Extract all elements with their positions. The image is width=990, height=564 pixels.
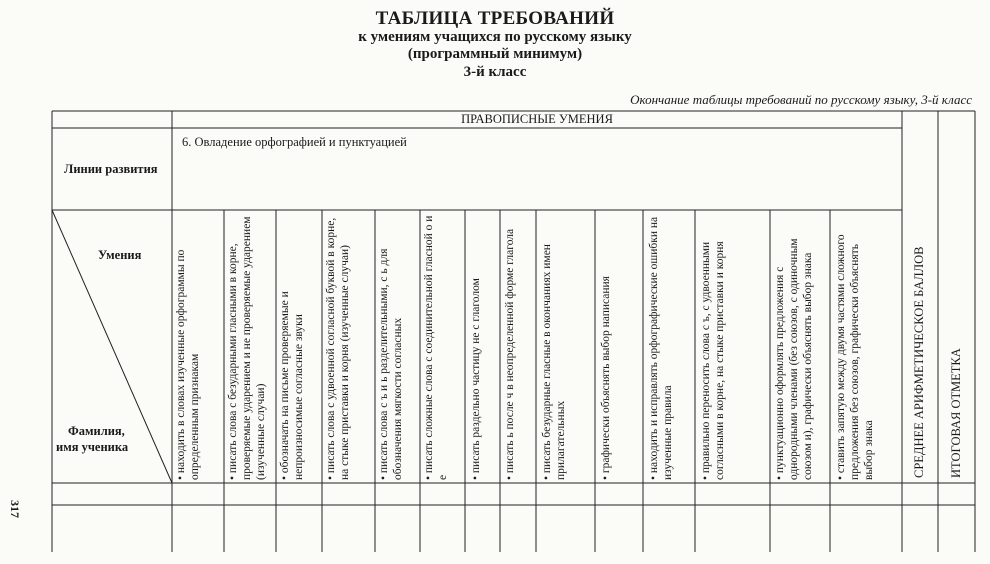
- skill-cell-12: • правильно переносить слова с ъ, с удвоенными согласными в корне, на стыке приставки и корня: [700, 241, 726, 480]
- row-label-skills: Умения: [98, 248, 142, 262]
- average-score-header: СРЕДНЕЕ АРИФМЕТИЧЕСКОЕ БАЛЛОВ: [912, 246, 926, 478]
- row-label-student-name-2: имя ученика: [56, 440, 129, 454]
- skill-cell-6: • писать сложные слова с соединительной гласной о и е: [423, 215, 449, 480]
- skill-cell-8: • писать ь после ч в неопределенной форме глагола: [504, 228, 516, 480]
- skill-cell-11: • находить и исправлять орфографические ошибки на изученные правила: [648, 216, 674, 480]
- skill-cell-13: • пунктуационно оформлять предложения с однородными членами (без союзов, с одиночным союзом и), графически объяснять выбор знака: [774, 238, 814, 480]
- row-label-development-lines: Линии развития: [64, 162, 158, 176]
- group-header: ПРАВОПИСНЫЕ УМЕНИЯ: [461, 112, 613, 126]
- skill-cell-10: • графически объяснять выбор написания: [600, 276, 612, 480]
- final-grade-header: ИТОГОВАЯ ОТМЕТКА: [949, 348, 963, 478]
- continuation-note: Окончание таблицы требований по русскому языку, 3-й класс: [630, 92, 972, 107]
- page-subtitle-3: 3-й класс: [463, 64, 527, 80]
- page-subtitle-1: к умениям учащихся по русскому языку: [358, 29, 632, 45]
- skill-cell-3: • обозначать на письме проверяемые и непроизносимые согласные звуки: [279, 291, 305, 480]
- skill-cell-1: • находить в словах изученные орфограммы по определенным признакам: [175, 249, 201, 480]
- development-line: 6. Овладение орфографией и пунктуацией: [182, 135, 407, 149]
- row-label-student-name-1: Фамилия,: [68, 424, 125, 438]
- page-title: ТАБЛИЦА ТРЕБОВАНИЙ: [375, 8, 615, 29]
- skill-cell-5: • писать слова с ъ и ь разделительными, с ь для обозначения мягкости согласных: [378, 248, 404, 480]
- skill-cell-2: • писать слова с безударными гласными в корне, проверяемые ударением и не проверяемые ударением (изученные случаи): [227, 216, 267, 480]
- skill-cell-14: • ставить запятую между двумя частями сложного предложения без союзов, графически объяснять выбор знака: [835, 234, 875, 480]
- skill-cell-7: • писать раздельно частицу не с глаголом: [470, 278, 482, 480]
- skill-cell-4: • писать слова с удвоенной согласной буквой в корне, на стыке приставки и корня (изученные случаи): [325, 217, 351, 480]
- page-number: 317: [8, 500, 22, 518]
- page-subtitle-2: (программный минимум): [407, 46, 583, 62]
- skill-cell-9: • писать безударные гласные в окончаниях имен прилагательных: [541, 244, 567, 480]
